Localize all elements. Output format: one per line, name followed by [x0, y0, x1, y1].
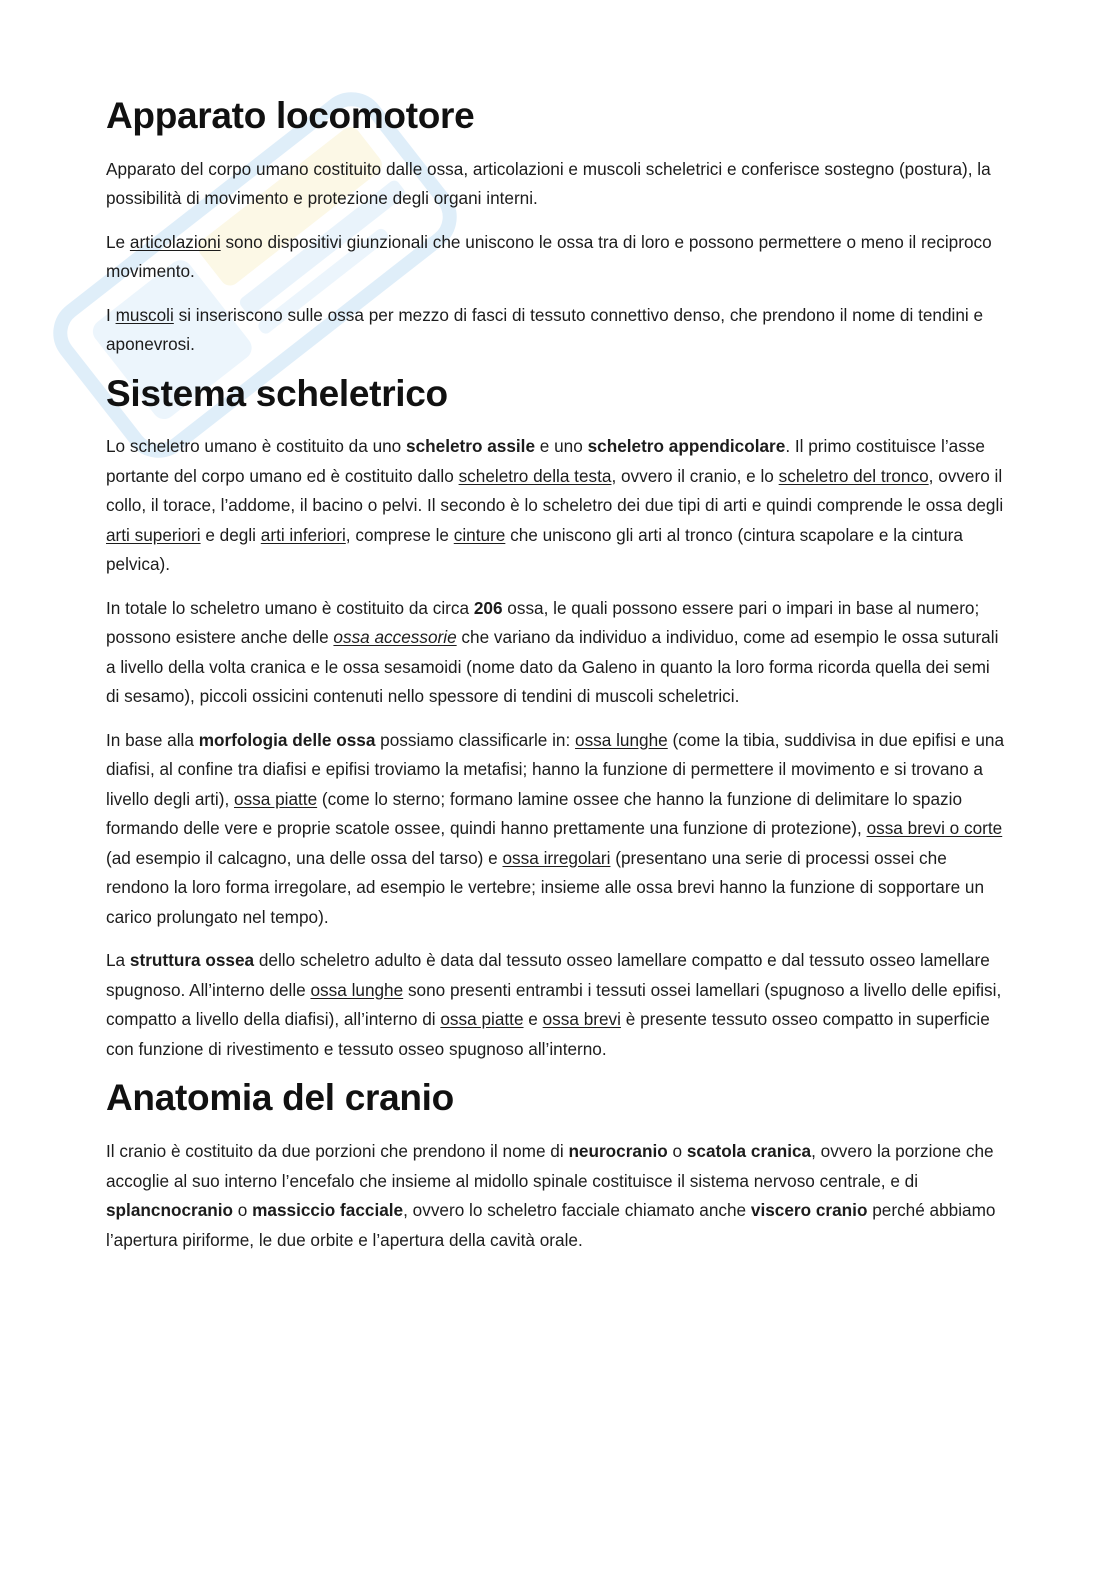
- paragraph-intro: Apparato del corpo umano costituito dalle ossa, articolazioni e muscoli scheletrici e conferisce sostegno (postura), la possibilità di movimento e protezione degli organi interni.: [106, 158, 991, 209]
- term-articolazioni: articolazioni: [129, 231, 221, 252]
- paragraph-muscoli: I muscoli si inseriscono sulle ossa per mezzo di fasci di tessuto connettivo denso, che prendono il nome di tendini e aponevrosi.: [106, 304, 984, 355]
- paragraph-articolazioni: Le articolazioni sono dispositivi giunzionali che uniscono le ossa tra di loro e possono permettere o meno il reciproco movimento.: [106, 231, 992, 282]
- document-page: [106, 96, 1006, 1269]
- paragraph-totale-ossa: In totale lo scheletro umano è costituito da circa 206 ossa, le quali possono essere pari o impari in base al numero; possono esistere anche delle ossa accessorie che variano da individuo a individuo, come ad esempio le ossa suturali a livello della volta cranica e le ossa sesamoidi (nome dato da Galeno in quanto la loro forma ricorda quella dei semi di sesamo), piccoli ossicini contenuti nello spessore di tendini di muscoli scheletrici.: [106, 597, 999, 707]
- term-muscoli: muscoli: [115, 304, 174, 325]
- heading-sistema-scheletrico: Sistema scheletrico: [106, 372, 448, 414]
- paragraph-morfologia: In base alla morfologia delle ossa possiamo classificarle in: ossa lunghe (come la tibia, suddivisa in due epifisi e una diafisi, al confine tra diafisi e epifisi troviamo la metafisi; hanno la funzione di permettere il movimento e si trovano a livello degli arti), ossa piatte (come lo sterno; formano lamine ossee che hanno la funzione di delimitare lo spazio formando delle vere e proprie scatole ossee, quindi hanno prettamente una funzione di protezione), ossa brevi o corte (ad esempio il calcagno, una delle ossa del tarso) e ossa irregolari (presentano una serie di processi ossei che rendono la loro forma irregolare, ad esempio le vertebre; insieme alle ossa brevi hanno la funzione di sopportare un carico prolungato nel tempo).: [106, 729, 1005, 927]
- heading-anatomia-cranio: Anatomia del cranio: [106, 1077, 454, 1119]
- paragraph-cranio: Il cranio è costituito da due porzioni che prendono il nome di neurocranio o scatola cranica, ovvero la porzione che accoglie al suo interno l’encefalo che insieme al midollo spinale costituisce il sistema nervoso centrale, e di splancnocranio o massiccio facciale, ovvero lo scheletro facciale chiamato anche viscero cranio perché abbiamo l’apertura piriforme, le due orbite e l’apertura della cavità orale.: [106, 1141, 996, 1250]
- heading-apparato-locomotore: Apparato locomotore: [106, 95, 475, 136]
- paragraph-scheletro-umano: Lo scheletro umano è costituito da uno scheletro assile e uno scheletro appendicolare. Il primo costituisce l’asse portante del corpo umano ed è costituito dallo scheletro della testa, ovvero il cranio, e lo scheletro del tronco, ovvero il collo, il torace, l’addome, il bacino o pelvi. Il secondo è lo scheletro dei due tipi di arti e quindi comprende le ossa degli arti superiori e degli arti inferiori, comprese le cinture che uniscono gli arti al tronco (cintura scapolare e la cintura pelvica).: [106, 436, 1004, 575]
- paragraph-struttura-ossea: La struttura ossea dello scheletro adulto è data dal tessuto osseo lamellare compatto e dal tessuto osseo lamellare spugnoso. All’interno delle ossa lunghe sono presenti entrambi i tessuti ossei lamellari (spugnoso a livello delle epifisi, compatto a livello della diafisi), all’interno di ossa piatte e ossa brevi è presente tessuto osseo compatto in superficie con funzione di rivestimento e tessuto osseo spugnoso all’interno.: [106, 950, 1002, 1059]
